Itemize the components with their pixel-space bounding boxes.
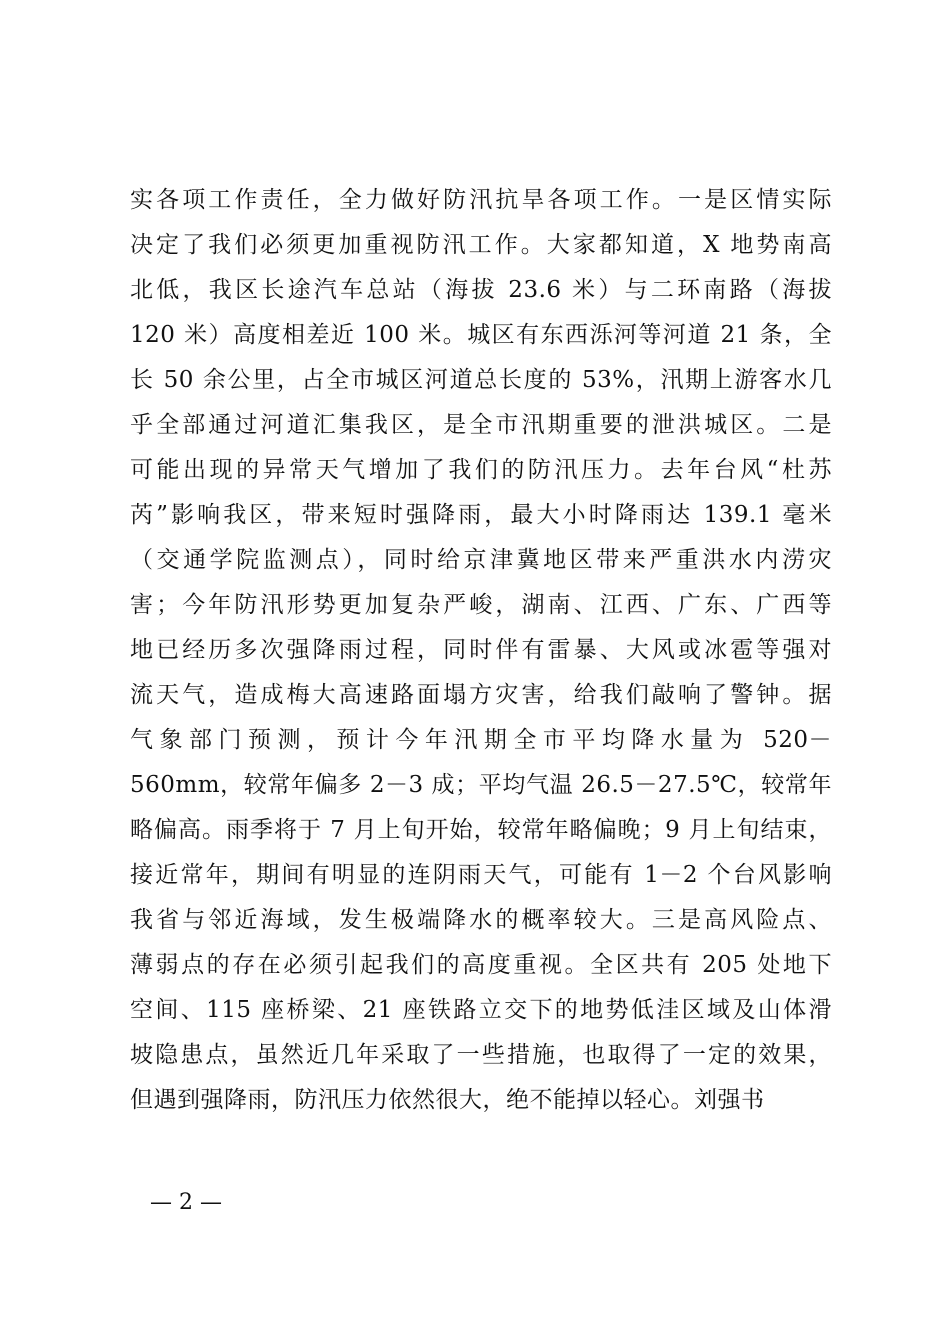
text-line: 长 50 余公里，占全市城区河道总长度的 53%，汛期上游客水几: [130, 367, 832, 393]
text-line: 气象部门预测，预计今年汛期全市平均降水量为 520－: [130, 727, 832, 753]
text-line: 乎全部通过河道汇集我区，是全市汛期重要的泄洪城区。二是: [130, 412, 832, 438]
text-line: 实各项工作责任，全力做好防汛抗旱各项工作。一是区情实际: [130, 187, 832, 213]
body-text: [130, 178, 832, 1123]
text-line: 薄弱点的存在必须引起我们的高度重视。全区共有 205 处地下: [130, 952, 832, 978]
text-line: 空间、115 座桥梁、21 座铁路立交下的地势低洼区域及山体滑: [130, 997, 832, 1023]
text-line: 但遇到强降雨，防汛压力依然很大，绝不能掉以轻心。刘强书: [130, 1087, 765, 1113]
text-line: 害；今年防汛形势更加复杂严峻，湖南、江西、广东、广西等: [130, 592, 832, 618]
text-line: 可能出现的异常天气增加了我们的防汛压力。去年台风“杜苏: [130, 457, 832, 483]
text-line: 北低，我区长途汽车总站（海拔 23.6 米）与二环南路（海拔: [130, 277, 832, 303]
text-line: 我省与邻近海域，发生极端降水的概率较大。三是高风险点、: [130, 907, 832, 933]
page-number: — 2 —: [150, 1190, 222, 1215]
text-line: 流天气，造成梅大高速路面塌方灾害，给我们敲响了警钟。据: [130, 682, 832, 708]
text-line: （交通学院监测点），同时给京津冀地区带来严重洪水内涝灾: [130, 547, 832, 573]
text-line: 560mm，较常年偏多 2－3 成；平均气温 26.5－27.5℃，较常年: [130, 772, 832, 798]
text-line: 略偏高。雨季将于 7 月上旬开始，较常年略偏晚；9 月上旬结束，: [130, 817, 832, 843]
text-line: 决定了我们必须更加重视防汛工作。大家都知道，X 地势南高: [130, 232, 832, 258]
text-line: 地已经历多次强降雨过程，同时伴有雷暴、大风或冰雹等强对: [130, 637, 832, 663]
text-line: 120 米）高度相差近 100 米。城区有东西泺河等河道 21 条，全: [130, 322, 832, 348]
text-line: 芮”影响我区，带来短时强降雨，最大小时降雨达 139.1 毫米: [130, 502, 832, 528]
text-line: 坡隐患点，虽然近几年采取了一些措施，也取得了一定的效果，: [130, 1042, 832, 1068]
text-line: 接近常年，期间有明显的连阴雨天气，可能有 1－2 个台风影响: [130, 862, 832, 888]
